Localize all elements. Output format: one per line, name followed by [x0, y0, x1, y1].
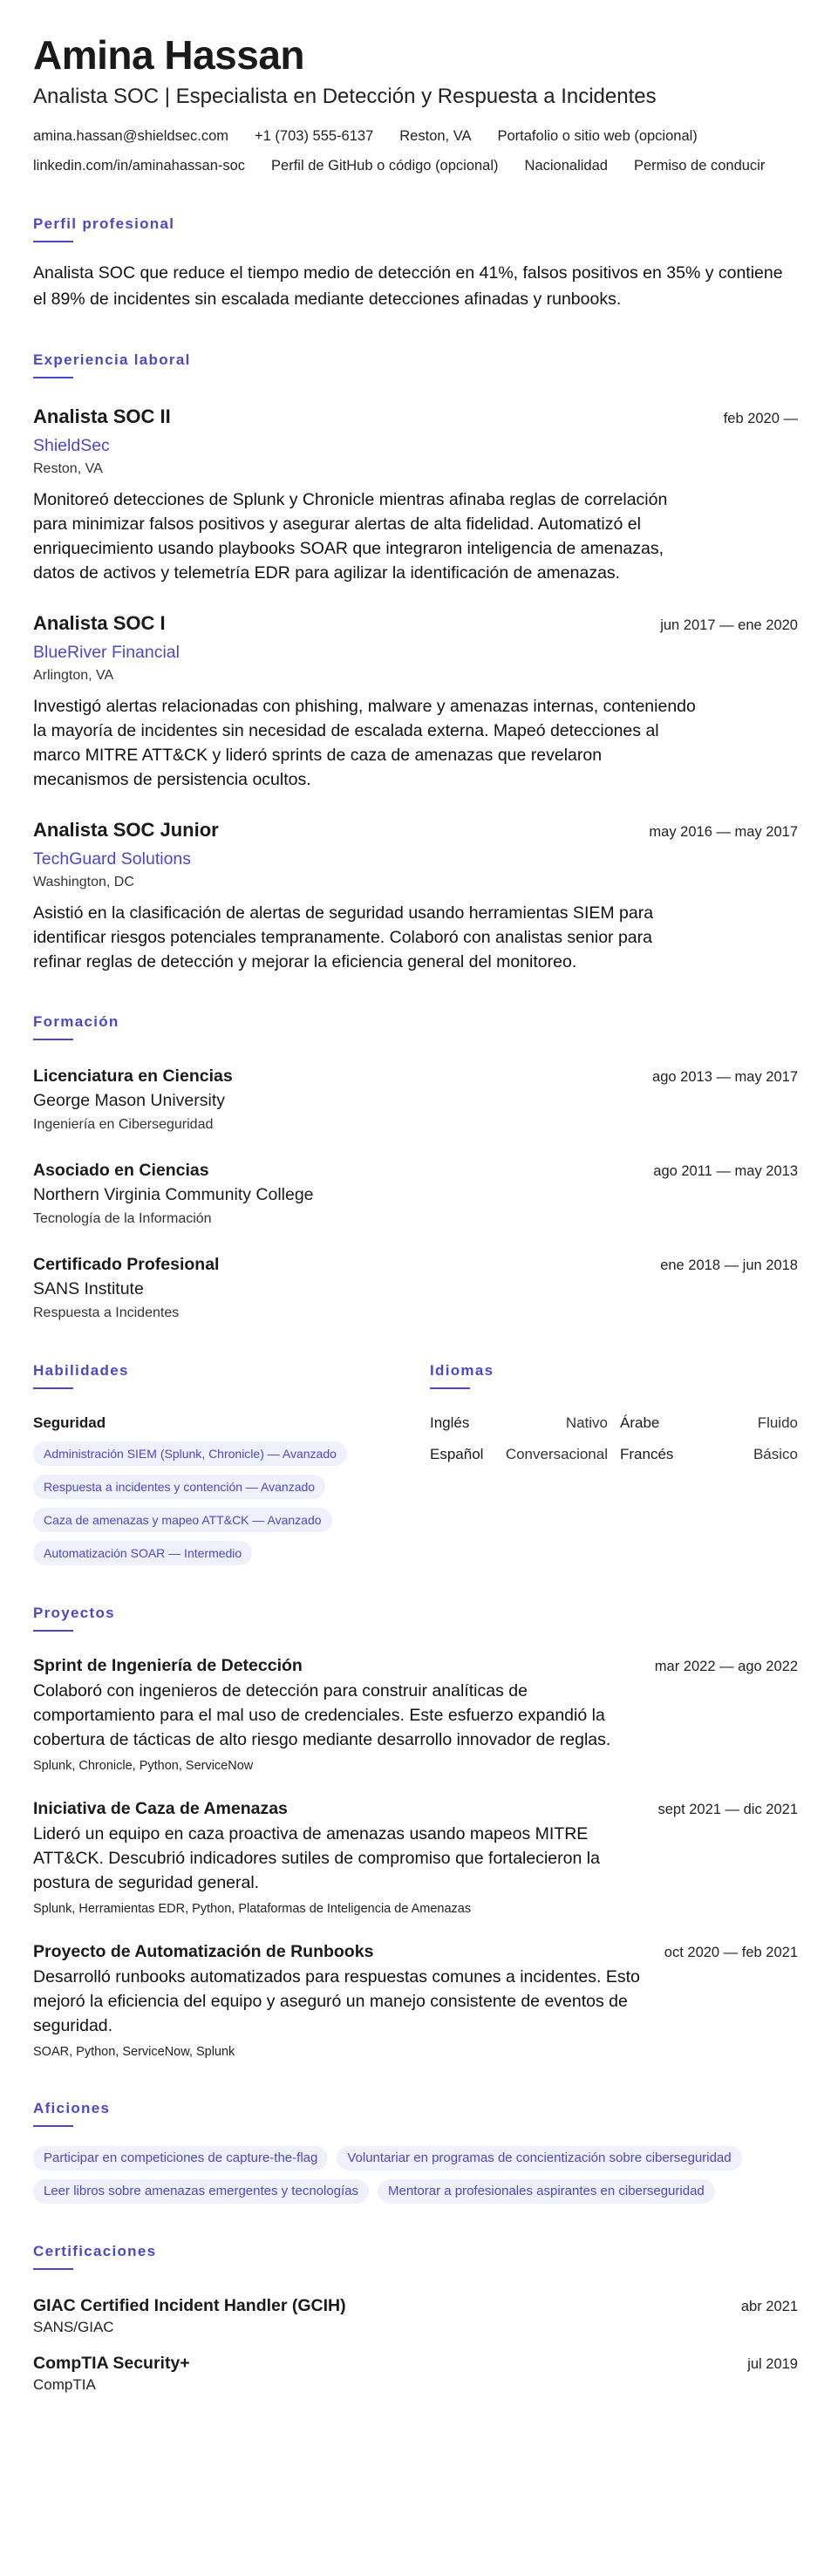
skill-chip: Automatización SOAR — Intermedio — [33, 1541, 252, 1565]
project-item — [33, 1797, 798, 1918]
section-divider — [33, 2268, 73, 2270]
project-description: Colaboró con ingenieros de detección para construir analíticas de comportamiento para el mal uso de credenciales. Este esfuerzo expandió la cobertura de tácticas de alto riesgo mediante desarrollo innovador de reglas. — [33, 1681, 611, 1749]
skill-chip: Administración SIEM (Splunk, Chronicle) — Avanzado — [33, 1441, 347, 1466]
experience-item — [33, 818, 798, 974]
language-level: Conversacional — [505, 1446, 608, 1462]
school-name: George Mason University — [33, 1091, 226, 1110]
certification-date: abr 2021 — [740, 2299, 798, 2314]
contact-nationality: Nacionalidad — [524, 158, 608, 174]
experience-item — [33, 405, 798, 585]
experience-item — [33, 611, 798, 792]
project-dates: sept 2021 — dic 2021 — [657, 1802, 798, 1817]
company-name[interactable]: TechGuard Solutions — [33, 849, 192, 869]
language-level: Básico — [753, 1446, 798, 1462]
project-technologies: Splunk, Herramientas EDR, Python, Plataformas de Inteligencia de Amenazas — [33, 1902, 472, 1916]
certification-issuer: SANS/GIAC — [33, 2319, 114, 2335]
job-dates: may 2016 — may 2017 — [649, 824, 798, 840]
education-section — [33, 1012, 798, 1323]
language-level: Fluido — [757, 1414, 798, 1431]
contact-github[interactable]: Perfil de GitHub o código (opcional) — [271, 158, 499, 174]
education-item — [33, 1253, 798, 1323]
language-name: Español — [430, 1446, 484, 1462]
hobby-chip: Participar en competiciones de capture-the-flag — [33, 2146, 328, 2171]
language-name: Francés — [620, 1446, 674, 1462]
job-title: Analista SOC Junior — [33, 819, 219, 841]
school-name: SANS Institute — [33, 1279, 144, 1298]
contact-list — [33, 126, 798, 176]
section-title: Habilidades — [33, 1362, 129, 1379]
study-area: Respuesta a Incidentes — [33, 1305, 180, 1320]
study-area: Ingeniería en Ciberseguridad — [33, 1117, 214, 1132]
degree-title: Licenciatura en Ciencias — [33, 1067, 233, 1086]
job-location: Reston, VA — [33, 461, 103, 476]
job-dates: jun 2017 — ene 2020 — [660, 617, 798, 633]
certification-item — [33, 2352, 798, 2395]
section-divider — [33, 2125, 73, 2127]
job-description: Investigó alertas relacionadas con phishing, malware y amenazas internas, conteniendo la mayoría de incidentes sin necesidad de escalada externa. Mapeó detecciones al marco MITRE ATT&CK y lideró sprints de caza de amenazas que revelaron mecanismos de persistencia ocultos. — [33, 697, 696, 789]
language-name: Árabe — [620, 1414, 660, 1431]
contact-linkedin[interactable]: linkedin.com/in/aminahassan-soc — [33, 158, 246, 174]
skill-chip: Caza de amenazas y mapeo ATT&CK — Avanzado — [33, 1508, 332, 1532]
job-location: Arlington, VA — [33, 668, 114, 683]
skill-chip: Respuesta a incidentes y contención — Avanzado — [33, 1475, 325, 1499]
project-item — [33, 1654, 798, 1775]
candidate-headline: Analista SOC | Especialista en Detección y Respuesta a Incidentes — [33, 85, 657, 108]
job-description: Asistió en la clasificación de alertas de seguridad usando herramientas SIEM para identificar riesgos potenciales tempranamente. Colaboró con analistas senior para refinar reglas de detección y mejorar la eficiencia general del monitoreo. — [33, 903, 654, 971]
project-technologies: Splunk, Chronicle, Python, ServiceNow — [33, 1759, 254, 1773]
education-dates: ene 2018 — jun 2018 — [660, 1257, 798, 1273]
language-item — [620, 1414, 798, 1433]
languages-section — [430, 1361, 798, 1565]
education-item — [33, 1065, 798, 1135]
job-location: Washington, DC — [33, 875, 134, 889]
job-title: Analista SOC II — [33, 405, 171, 427]
skill-group-title: Seguridad — [33, 1414, 106, 1431]
project-name: Iniciativa de Caza de Amenazas — [33, 1799, 288, 1818]
contact-email[interactable]: amina.hassan@shieldsec.com — [33, 128, 229, 144]
contact-website[interactable]: Portafolio o sitio web (opcional) — [497, 128, 698, 144]
degree-title: Certificado Profesional — [33, 1255, 220, 1274]
project-description: Desarrolló runbooks automatizados para respuestas comunes a incidentes. Esto mejoró la eficiencia del equipo y aseguró un manejo consistente de eventos de seguridad. — [33, 1967, 640, 2035]
project-dates: oct 2020 — feb 2021 — [664, 1945, 798, 1960]
degree-title: Asociado en Ciencias — [33, 1161, 209, 1180]
certification-name: CompTIA Security+ — [33, 2354, 190, 2373]
language-name: Inglés — [430, 1414, 470, 1431]
section-divider — [430, 1387, 470, 1389]
section-divider — [33, 1630, 73, 1632]
experience-section — [33, 351, 798, 974]
hobby-chip: Mentorar a profesionales aspirantes en ciberseguridad — [378, 2179, 715, 2204]
language-item — [430, 1414, 608, 1433]
project-name: Sprint de Ingeniería de Detección — [33, 1656, 303, 1675]
language-level: Nativo — [565, 1414, 608, 1431]
job-description: Monitoreó detecciones de Splunk y Chronicle mientras afinaba reglas de correlación para minimizar falsos positivos y asegurar alertas de alta fidelidad. Automatizó el enriquecimiento usando playbooks SOAR que integraron inteligencia de amenazas, datos de activos y telemetría EDR para agilizar la identificación de amenazas. — [33, 490, 668, 583]
candidate-name: Amina Hassan — [33, 32, 305, 78]
education-item — [33, 1159, 798, 1229]
section-title: Certificaciones — [33, 2243, 157, 2259]
section-divider — [33, 377, 73, 378]
certification-item — [33, 2294, 798, 2338]
section-divider — [33, 241, 73, 242]
project-item — [33, 1940, 798, 2061]
certification-issuer: CompTIA — [33, 2376, 96, 2393]
certification-date: jul 2019 — [747, 2356, 798, 2372]
project-technologies: SOAR, Python, ServiceNow, Splunk — [33, 2045, 235, 2059]
study-area: Tecnología de la Información — [33, 1211, 212, 1226]
contact-location: Reston, VA — [399, 128, 472, 144]
project-dates: mar 2022 — ago 2022 — [654, 1659, 798, 1674]
hobby-chip: Voluntariar en programas de concientización sobre ciberseguridad — [337, 2146, 741, 2171]
section-title: Proyectos — [33, 1605, 115, 1621]
company-name[interactable]: ShieldSec — [33, 436, 110, 455]
job-title: Analista SOC I — [33, 612, 166, 634]
job-dates: feb 2020 — — [723, 411, 798, 426]
language-list — [430, 1414, 798, 1464]
projects-section — [33, 1604, 798, 2061]
summary-section — [33, 215, 798, 312]
certification-name: GIAC Certified Incident Handler (GCIH) — [33, 2296, 346, 2315]
education-dates: ago 2013 — may 2017 — [652, 1069, 798, 1085]
hobby-chip: Leer libros sobre amenazas emergentes y tecnologías — [33, 2179, 369, 2204]
section-title: Formación — [33, 1013, 119, 1030]
skill-chip-list — [33, 1441, 430, 1565]
language-item — [620, 1445, 798, 1464]
summary-text: Analista SOC que reduce el tiempo medio de detección en 41%, falsos positivos en 35% y contiene el 89% de incidentes sin escalada mediante detecciones afinadas y runbooks. — [33, 263, 783, 309]
section-title: Aficiones — [33, 2100, 111, 2116]
project-description: Lideró un equipo en caza proactiva de amenazas usando mapeos MITRE ATT&CK. Descubrió indicadores sutiles de compromiso que fortalecieron la postura de seguridad general. — [33, 1824, 600, 1892]
language-item — [430, 1445, 608, 1464]
contact-driving-license: Permiso de conducir — [633, 158, 766, 174]
school-name: Northern Virginia Community College — [33, 1185, 314, 1204]
skills-languages-row — [33, 1361, 798, 1565]
section-title: Idiomas — [430, 1362, 494, 1379]
section-divider — [33, 1387, 73, 1389]
contact-phone[interactable]: +1 (703) 555-6137 — [255, 128, 374, 144]
project-name: Proyecto de Automatización de Runbooks — [33, 1942, 374, 1961]
hobbies-section — [33, 2099, 798, 2204]
education-dates: ago 2011 — may 2013 — [653, 1163, 798, 1179]
certifications-section — [33, 2242, 798, 2395]
section-title: Experiencia laboral — [33, 351, 191, 368]
section-title: Perfil profesional — [33, 215, 175, 232]
skills-section — [33, 1361, 430, 1565]
resume-header — [33, 31, 798, 176]
company-name[interactable]: BlueRiver Financial — [33, 643, 180, 662]
hobby-chip-list — [33, 2146, 798, 2204]
section-divider — [33, 1039, 73, 1040]
